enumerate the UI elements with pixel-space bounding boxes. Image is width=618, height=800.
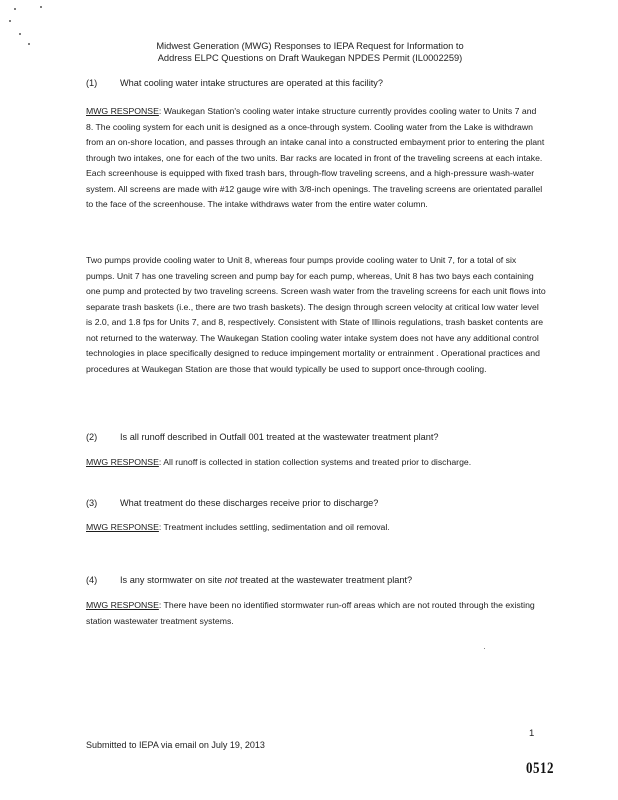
question-number: (3) [86,498,98,508]
response-label: MWG RESPONSE [86,522,159,532]
title-line-2: Address ELPC Questions on Draft Waukegan NPDES Permit (IL0002259) [157,53,463,63]
response-label: MWG RESPONSE [86,457,159,467]
question-number: (1) [86,78,98,88]
response-text: Two pumps provide cooling water to Unit 8, whereas four pumps provide cooling water to Unit 7, for a total of six pumps. Unit 7 has one traveling screen and pump bay for each pump, whereas, Unit 8 has two bays each containing one pump and protected by two traveling screens. Screen wash water from the traveling screens for each unit flows into separate trash baskets (i.e., there are two trash baskets). The design through screen velocity at critical low water level is 2.0, and 1.8 fps for Units 7, and 8, respectively. Consistent with State of Illinois regulations, trash basket contents are not returned to the waterway. The Waukegan Station cooling water intake system does not have any additional control technologies in place specifically designed to reduce impingement mortality or entrainment . Operational practices and procedures at Waukegan Station are those that would typically be used to support once-through cooling. [86,255,546,374]
question-text: Is all runoff described in Outfall 001 treated at the wastewater treatment plant? [120,432,439,442]
document-title [100,40,520,64]
scan-speck [19,33,21,35]
title-line-1: Midwest Generation (MWG) Responses to IEPA Request for Information to [156,41,464,51]
response-1-paragraph-2 [86,253,546,377]
response-text: : All runoff is collected in station collection systems and treated prior to discharge. [158,457,472,467]
bates-stamp: 0512 [526,758,554,777]
scan-speck [484,648,485,649]
response-text: : Waukegan Station's cooling water intake structure currently provides cooling water to Units 7 and 8. The cooling system for each unit is designed as a once-through system. Cooling water from the Lake is withdrawn from an on-shore location, and passes through an intake canal into a constructed embayment prior to entering the plant through two intakes, one for each of the two units. Bar racks are located in front of the traveling screens at each intake. Each screenhouse is equipped with fixed trash bars, through-flow traveling screens, and a high-pressure wash-water system. All screens are made with #12 gauge wire with 3/8-inch openings. The traveling screens are orientated parallel to the face of the screenhouse. The intake withdraws water from the entire water column. [86,106,545,209]
scan-speck [9,20,11,22]
question-3 [86,497,546,509]
scan-speck [40,6,42,8]
question-text: What cooling water intake structures are operated at this facility? [120,78,383,88]
page-number: 1 [529,728,535,739]
question-text-before: Is any stormwater on site [120,575,225,585]
footer-submission-note: Submitted to IEPA via email on July 19, 2013 [86,740,265,750]
scan-speck [14,8,16,10]
question-text-after: treated at the wastewater treatment plant? [237,575,413,585]
response-label: MWG RESPONSE [86,106,159,116]
response-text: : There have been no identified stormwater run-off areas which are not routed through the existing station wastewater treatment systems. [86,600,535,626]
question-1 [86,77,546,89]
scan-speck [28,43,30,45]
response-3 [86,520,546,536]
response-1-paragraph-1 [86,104,546,213]
question-4 [86,574,546,586]
question-text-emphasis: not [224,575,238,585]
question-number: (4) [86,575,98,585]
question-number: (2) [86,432,98,442]
response-label: MWG RESPONSE [86,600,159,610]
question-2 [86,431,546,443]
response-text: : Treatment includes settling, sedimentation and oil removal. [158,522,390,532]
question-text: What treatment do these discharges receive prior to discharge? [120,498,379,508]
response-4 [86,598,546,629]
response-2 [86,455,546,471]
